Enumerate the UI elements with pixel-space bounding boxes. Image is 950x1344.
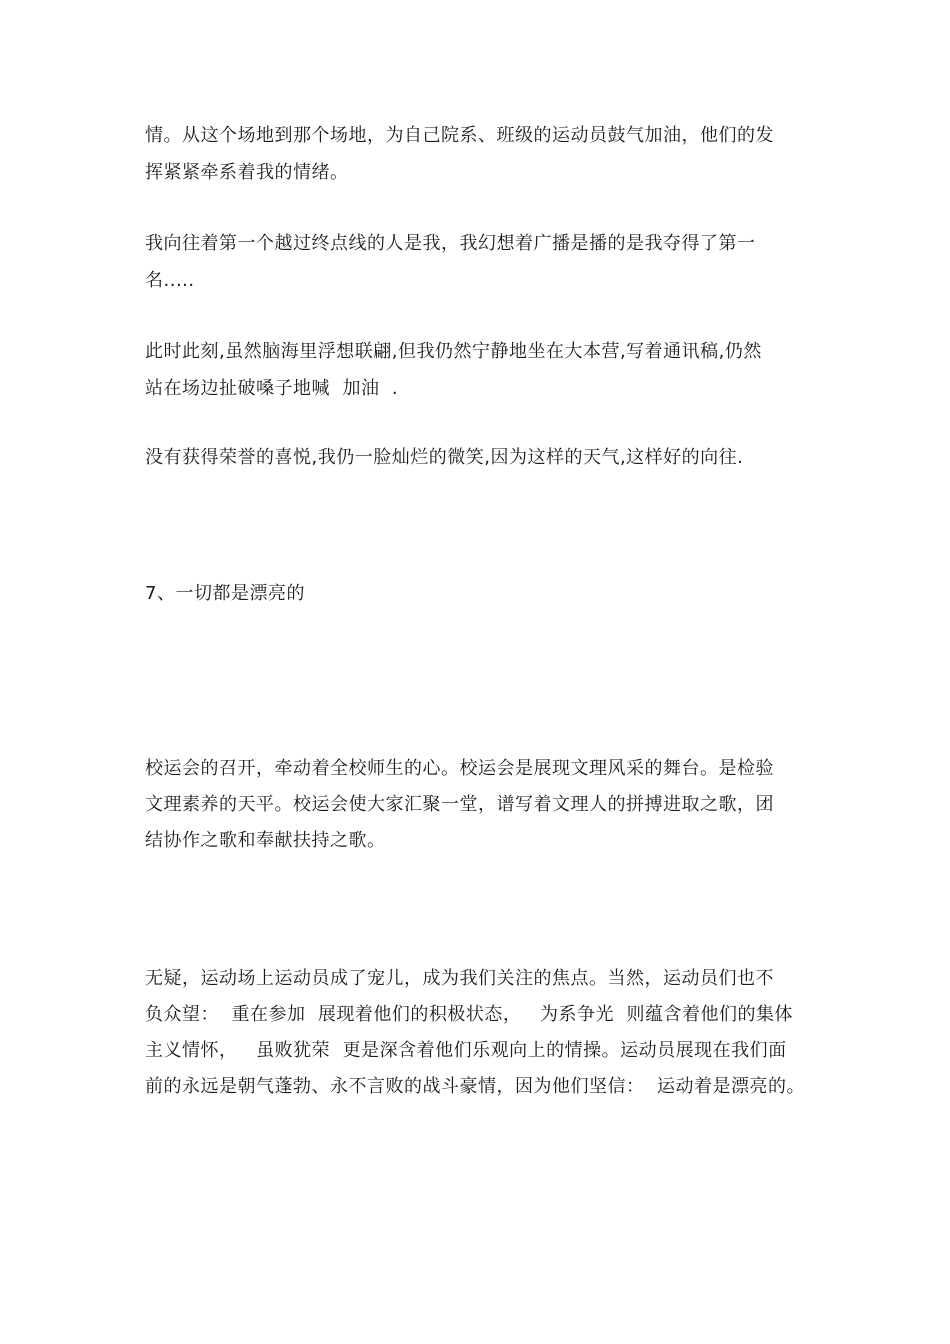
paragraph-1-line-2: 挥紧紧牵系着我的情绪。 [145,162,349,183]
paragraph-5-line-1: 校运会的召开，牵动着全校师生的心。校运会是展现文理风采的舞台。是检验 [145,758,774,779]
paragraph-6-line-2: 负众望： 重在参加 展现着他们的积极状态， 为系争光 则蕴含着他们的集体 [145,1004,793,1025]
paragraph-3-line-1: 此时此刻,虽然脑海里浮想联翩,但我仍然宁静地坐在大本营,写着通讯稿,仍然 [145,341,762,362]
paragraph-2-line-1: 我向往着第一个越过终点线的人是我，我幻想着广播是播的是我夺得了第一 [145,233,756,254]
paragraph-6-line-3: 主义情怀， 虽败犹荣 更是深含着他们乐观向上的情操。运动员展现在我们面 [145,1040,787,1061]
paragraph-6-line-1: 无疑，运动场上运动员成了宠儿，成为我们关注的焦点。当然，运动员们也不 [145,968,774,989]
paragraph-5-line-3: 结协作之歌和奉献扶持之歌。 [145,830,386,851]
paragraph-5-line-2: 文理素养的天平。校运会使大家汇聚一堂，谱写着文理人的拼搏进取之歌，团 [145,794,774,815]
paragraph-6-line-4: 前的永远是朝气蓬勃、永不言败的战斗豪情，因为他们坚信： 运动着是漂亮的。 [145,1076,805,1097]
paragraph-4-line-1: 没有获得荣誉的喜悦,我仍一脸灿烂的微笑,因为这样的天气,这样好的向往. [145,447,744,468]
paragraph-1-line-1: 情。从这个场地到那个场地，为自己院系、班级的运动员鼓气加油，他们的发 [145,125,774,146]
section-heading: 7、一切都是漂亮的 [145,583,305,604]
paragraph-3-line-2: 站在场边扯破嗓子地喊 加油 . [145,378,399,399]
paragraph-2-line-2: 名..... [145,270,195,291]
